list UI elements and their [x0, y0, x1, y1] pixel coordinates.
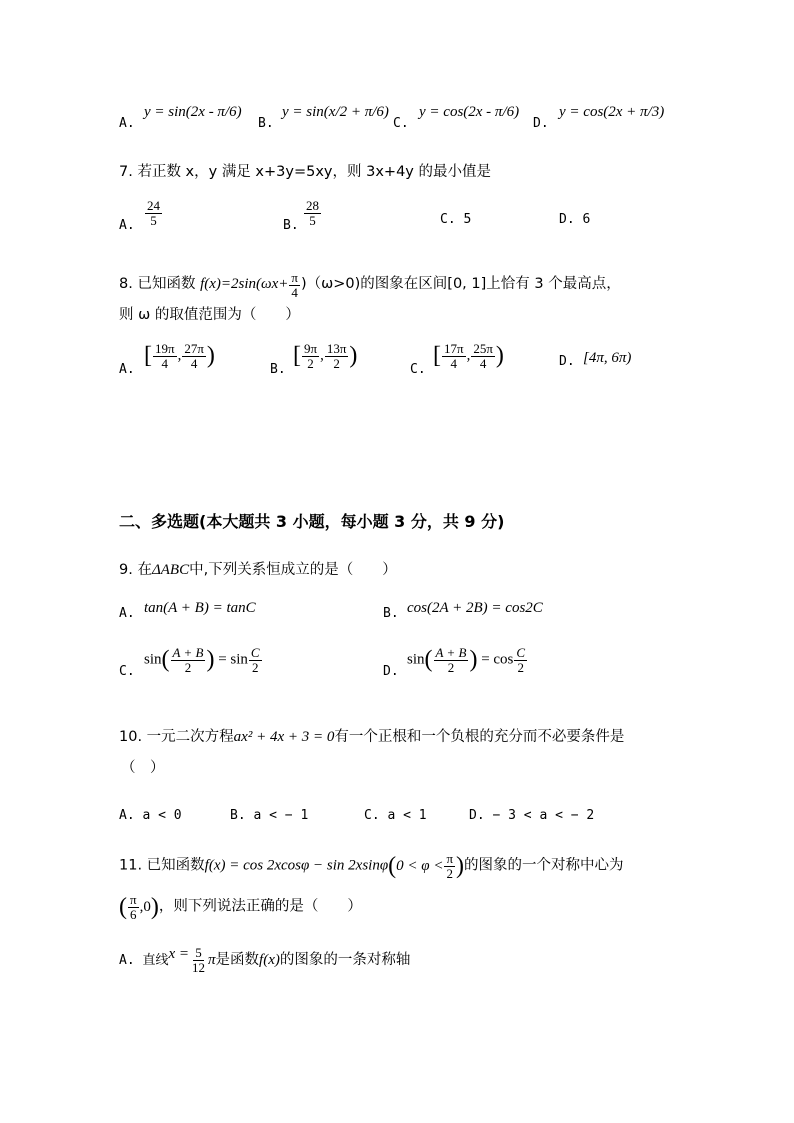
- q9-option-c-label: C.: [119, 664, 135, 679]
- q9-d-den: 2: [447, 659, 455, 675]
- q9-d-eq: = cos: [481, 651, 514, 668]
- q9-stem: [119, 558, 397, 579]
- q9-d-num2: C: [516, 645, 526, 660]
- q7-option-d: D. 6: [559, 212, 591, 227]
- q6-b-expr-text: y = sin(x/2 + π/6): [282, 104, 389, 120]
- q11-a-post-pre: 是函数: [215, 952, 260, 969]
- q9-c-eq: = sin: [218, 651, 248, 668]
- q6-option-c-label: C.: [393, 116, 409, 131]
- q9-option-b-label: B.: [383, 606, 399, 621]
- q11-cond-den: 2: [446, 865, 453, 881]
- q11-stem-post: 的图象的一个对称中心为: [464, 857, 624, 874]
- q6-option-a-label: A.: [119, 116, 135, 131]
- q10-stem-post: 有一个正根和一个负根的充分而不必要条件是: [334, 729, 625, 745]
- q9-option-a-expr: tan(A + B) = tanC: [144, 600, 256, 616]
- q8-a-n2: 27π: [184, 341, 204, 356]
- q7-option-a-frac: [144, 199, 163, 227]
- q11-center-num: π: [130, 892, 137, 907]
- q8-a-n1: 19π: [155, 341, 175, 356]
- q6-option-c-expr: [419, 104, 519, 121]
- q8-option-a-interval: [ $\frac{19\pi}{4}$ , $\frac{27\pi}{4}$ ): [144, 341, 215, 371]
- q11-a-x: x =: [168, 946, 190, 963]
- q9-c-num: A + B: [172, 645, 204, 660]
- q8-stem-func: f(x)=2sin(ωx+: [200, 276, 289, 292]
- q10-option-b: B. a < − 1: [230, 808, 309, 823]
- q8-option-c-label: C.: [410, 362, 426, 377]
- q11-option-a-label: A. 直线: [119, 953, 169, 969]
- q6-a-expr-text: y = sin(2x - π/6): [144, 104, 242, 120]
- q8-stem-four: 4: [291, 284, 298, 300]
- q11-center-tail: ,0: [139, 898, 151, 915]
- q9-d-num: A + B: [435, 645, 467, 660]
- q11-cond-num: π: [446, 851, 454, 866]
- q6-d-expr-text: y = cos(2x + π/3): [559, 104, 665, 120]
- q9-option-d-label: D.: [383, 664, 399, 679]
- q9-option-b-expr: cos(2A + 2B) = cos2C: [407, 600, 543, 616]
- q11-a-post: 的图象的一条对称轴: [279, 952, 411, 969]
- q8-b-d2: 2: [333, 355, 340, 371]
- q11-stem-func: f(x) = cos 2xcosφ − sin 2xsinφ: [204, 857, 389, 874]
- q8-b-d1: 2: [307, 355, 314, 371]
- q7-option-b-label: B.: [283, 218, 299, 233]
- q8-c-n2: 25π: [473, 341, 493, 356]
- q8-stem-pi: π: [291, 270, 298, 285]
- q8-option-d-expr: [4π, 6π): [583, 350, 632, 366]
- q9-d-den2: 2: [517, 659, 524, 675]
- q7-b-den: 5: [309, 212, 316, 228]
- q9-c-den2: 2: [251, 659, 259, 675]
- q8-stem-pre: 8. 已知函数: [119, 276, 201, 292]
- q10-stem-pre: 10. 一元二次方程: [119, 729, 234, 745]
- q11-a-pi: π: [208, 952, 216, 969]
- q8-b-n2: 13π: [326, 341, 347, 356]
- q9-c-num2: C: [250, 645, 260, 660]
- q7-option-b-frac: [303, 199, 322, 227]
- q9-c-sin: sin: [144, 651, 162, 668]
- q9-stem-triangle: ΔABC: [151, 562, 190, 578]
- q9-c-den: 2: [184, 659, 192, 675]
- q11-stem-pre: 11. 已知函数: [119, 857, 205, 874]
- q6-c-expr-text: y = cos(2x - π/6): [419, 104, 520, 120]
- q9-stem-pre: 9. 在: [119, 562, 152, 578]
- q8-a-d1: 4: [161, 355, 169, 371]
- q8-c-n1: 17π: [444, 341, 464, 356]
- q7-a-den: 5: [150, 212, 157, 228]
- q11-a-den: 12: [192, 959, 206, 975]
- q7-stem: 7. 若正数 x，y 满足 x+3y=5xy，则 3x+4y 的最小值是: [119, 164, 491, 180]
- q11-line2-text: ，则下列说法正确的是（ ）: [158, 898, 362, 915]
- q7-b-num: 28: [306, 198, 319, 213]
- q9-d-sin: sin: [407, 651, 425, 668]
- q8-a-d2: 4: [190, 355, 198, 371]
- q11-cond-pre: 0 < φ <: [396, 857, 444, 874]
- section-2-heading: 二、多选题(本大题共 3 小题，每小题 3 分，共 9 分): [119, 512, 505, 531]
- q10-option-d: D. − 3 < a < − 2: [469, 808, 595, 823]
- q8-option-c-interval: [ $\frac{17\pi}{4}$ , $\frac{25\pi}{4}$ ): [433, 341, 504, 371]
- q9-option-c-expr: sin( $\frac{A + B}{2}$ ) = sin $\frac{C}{2}$: [144, 645, 260, 675]
- q7-a-num: 24: [147, 198, 160, 213]
- q9-option-a-label: A.: [119, 606, 135, 621]
- q8-option-a-label: A.: [119, 362, 135, 377]
- q10-option-c: C. a < 1: [364, 808, 427, 823]
- q6-option-b-label: B.: [258, 116, 274, 131]
- q6-option-b-expr: [282, 104, 389, 121]
- q9-stem-post: 中,下列关系恒成立的是（ ）: [189, 562, 397, 578]
- q8-stem-line2: 则 ω 的取值范围为（ ）: [119, 307, 300, 323]
- q7-option-a-label: A.: [119, 218, 135, 233]
- q8-option-b-interval: [ $\frac{9\pi}{2}$ , $\frac{13\pi}{2}$ ): [293, 341, 358, 371]
- q10-stem-eq: ax² + 4x + 3 = 0: [233, 729, 335, 745]
- q11-a-num: 5: [195, 945, 202, 960]
- q7-option-c: C. 5: [440, 212, 472, 227]
- q11-center-den: 6: [130, 906, 137, 922]
- q8-c-d2: 4: [479, 355, 487, 371]
- q6-option-a-expr: [144, 104, 242, 121]
- q9-option-d-expr: sin( $\frac{A + B}{2}$ ) = cos $\frac{C}{2}$: [407, 645, 526, 675]
- q6-option-d-expr: [559, 104, 664, 121]
- q11-a-func: f(x): [259, 952, 280, 969]
- q11-stem-line2: ( $\frac{\pi}{6}$ ,0)，则下列说法正确的是（ ）: [119, 892, 362, 922]
- q11-stem-line1: 11. 已知函数f(x) = cos 2xcosφ − sin 2xsinφ(0 < φ < $\frac{\pi}{2}$ )的图象的一个对称中心为: [119, 851, 624, 881]
- q8-option-b-label: B.: [270, 362, 286, 377]
- q10-option-a: A. a < 0: [119, 808, 182, 823]
- q8-b-n1: 9π: [304, 341, 318, 356]
- q8-option-d-label: D.: [559, 354, 575, 369]
- q10-stem-line1: [119, 725, 624, 746]
- q11-option-a: [119, 946, 410, 974]
- q10-stem-line2: （ ）: [121, 760, 165, 776]
- q6-option-d-label: D.: [533, 116, 549, 131]
- q8-c-d1: 4: [450, 355, 458, 371]
- q8-stem-line1: [119, 271, 621, 299]
- q8-stem-post: )（ω>0)的图象在区间[0, 1]上恰有 3 个最高点，: [300, 276, 621, 292]
